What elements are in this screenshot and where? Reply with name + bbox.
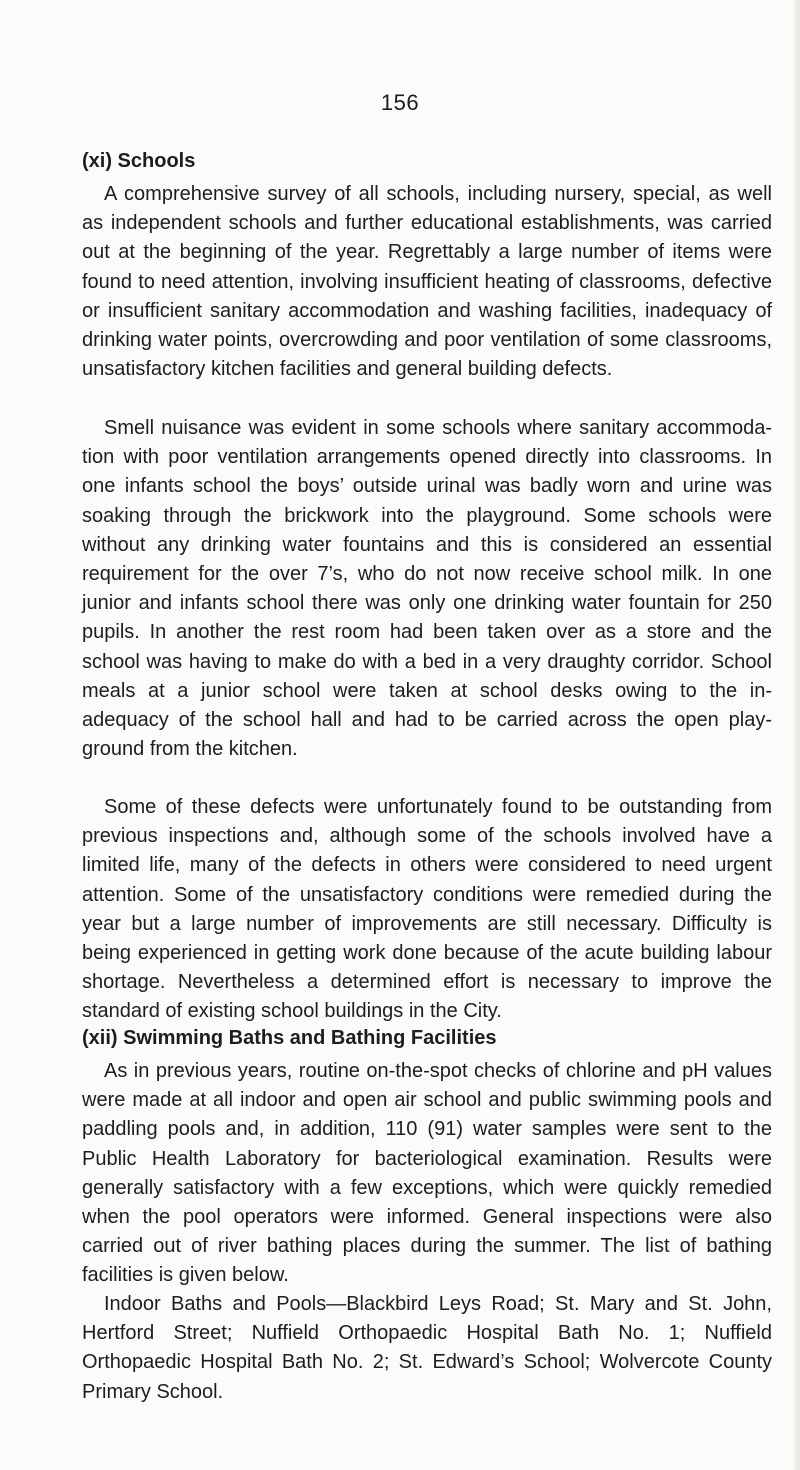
paragraph-schools-defects: Some of these defects were unfortunately found to be outstanding from previous inspections and, although some of the schools involved have a limited life, many of the defects in others were considered to need urgent attention. Some of the unsatisfactory conditions were remedied during the year but a large number of improvements are still necessary. Difficulty is being experienced in getting work done because of the acute building labour shortage. Nevertheless a determined effort is necessary to improve the standard of existing school buildings in the City. [82,796,772,1023]
paragraph-schools-smell-nuisance: Smell nuisance was evident in some schools where sanitary accommoda- tion with poor ventilation arrangements opened directly into classrooms. In one infants school the boys’ outside urinal was badly worn and urine was soaking through the brickwork into the playground. Some schools were without any drinking water fountains and this is considered an essential requirement for the over 7’s, who do not now receive school milk. In one junior and infants school there was only one drinking water fountain for 250 pupils. In another the rest room had been taken over as a store and the school was having to make do with a bed in a very draughty corridor. School meals at a junior school were taken at school desks owing to the in- adequacy of the school hall and had to be carried across the open play- ground from the kitchen. [82,417,772,761]
paragraph-schools-survey: A comprehensive survey of all schools, including nursery, special, as well as independent schools and further educational establishments, was carried out at the beginning of the year. Regrettably a large number of items were found to need attention, involving insufficient heating of classrooms, defective or insufficient sanitary accommodation and washing facilities, inadequacy of drinking water points, overcrowding and poor ventilation of some classrooms, unsatisfactory kitchen facilities and general building defects. [82,183,772,381]
section-heading-swimming-baths: (xii) Swimming Baths and Bathing Facilities [82,1027,497,1049]
paragraph-indoor-baths-list: Indoor Baths and Pools—Blackbird Leys Road; St. Mary and St. John, Hertford Street; Nuffield Orthopaedic Hospital Bath No. 1; Nuffield Orthopaedic Hospital Bath No. 2; St. Edward’s School; Wolvercote County Primary School. [82,1293,772,1403]
page-number: 156 [380,90,420,115]
section-heading-schools: (xi) Schools [82,150,196,172]
paragraph-swimming-checks: As in previous years, routine on-the-spot checks of chlorine and pH values were made at all indoor and open air school and public swimming pools and paddling pools and, in addition, 110 (91) water samples were sent to the Public Health Laboratory for bacteriological examination. Results were generally satisfactory with a few exceptions, which were quickly remedied when the pool operators were informed. General inspections were also carried out of river bathing places during the summer. The list of bathing facilities is given below. [82,1060,772,1287]
page-edge-shadow [794,0,800,1470]
